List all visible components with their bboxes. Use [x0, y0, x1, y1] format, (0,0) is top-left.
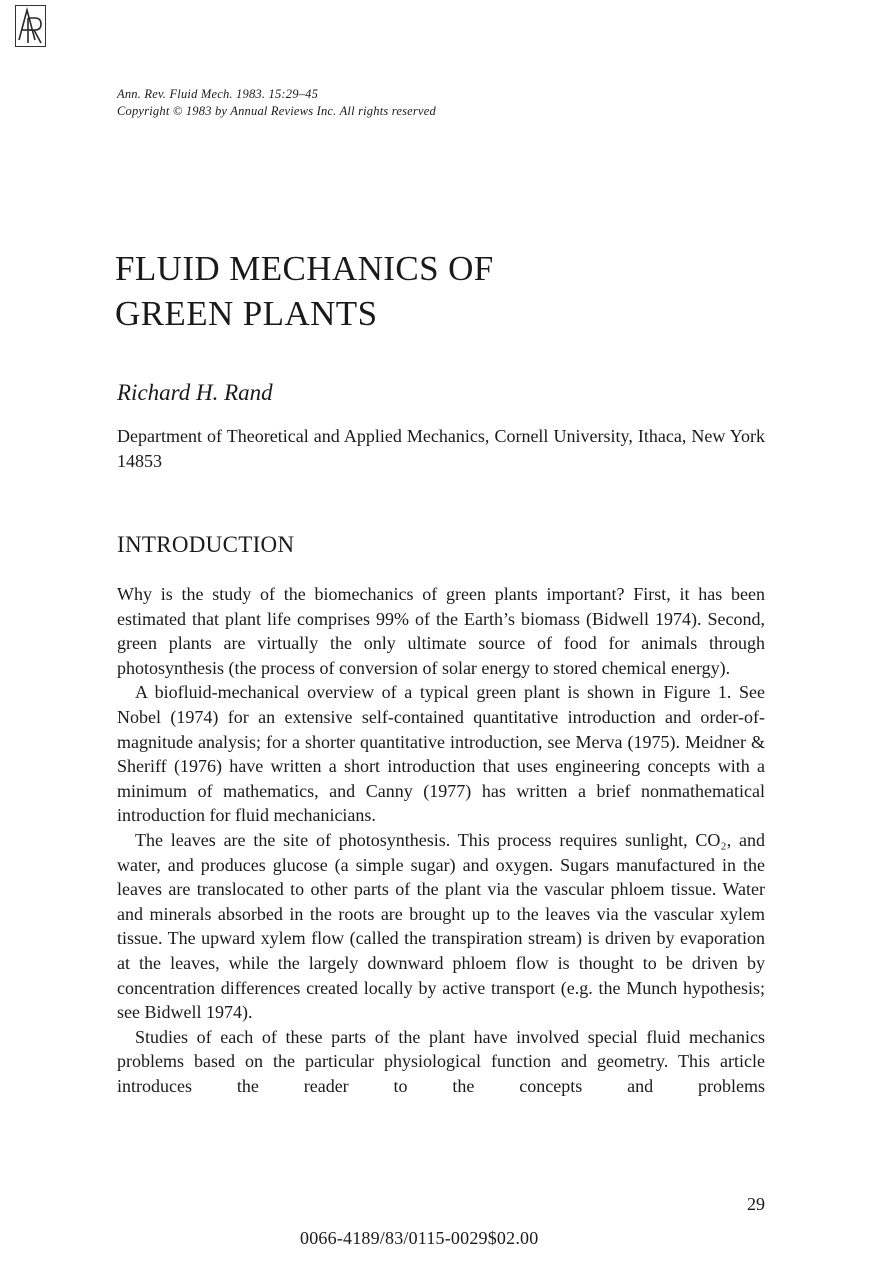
article-title-line-2: GREEN PLANTS [115, 294, 378, 333]
paragraph: A biofluid-mechanical overview of a typical green plant is shown in Figure 1. See Nobel (1974) for an extensive self-contained quantitative introduction and order-of-magnitude analysis; for a shorter quantitative introduction, see Merva (1975). Meidner & Sheriff (1976) have written a short introduction that uses engineering concepts with a minimum of mathematics, and Canny (1977) has written a brief nonmathematical introduction for fluid mechanicians. [117, 682, 765, 826]
journal-citation: Ann. Rev. Fluid Mech. 1983. 15:29–45 [117, 87, 319, 101]
paragraph: Why is the study of the biomechanics of green plants important? First, it has been estimated that plant life comprises 99% of the Earth’s biomass (Bidwell 1974). Second, green plants are virtually the only ultimate source of food for animals through photosynthesis (the process of conversion of solar energy to stored chemical energy). [117, 584, 765, 678]
body-text [117, 582, 765, 1098]
author-affiliation: Department of Theoretical and Applied Mechanics, Cornell University, Ithaca, New York 14853 [117, 426, 765, 471]
journal-header [117, 86, 436, 120]
page-number: 29 [747, 1194, 765, 1214]
annual-reviews-logo-icon [16, 6, 44, 45]
paragraph: The leaves are the site of photosynthesis. This process requires sunlight, CO₂, and water, and produces glucose (a simple sugar) and oxygen. Sugars manufactured in the leaves are translocated to other parts of the plant via the vascular phloem tissue. Water and minerals absorbed in the roots are brought up to the leaves via the vascular xylem tissue. The upward xylem flow (called the transpiration stream) is driven by evaporation at the leaves, while the largely downward phloem flow is thought to be driven by concentration differences created locally by active transport (e.g. the Munch hypothesis; see Bidwell 1974). [117, 829, 765, 1023]
article-title [115, 246, 494, 336]
annual-reviews-logo [15, 5, 46, 47]
article-title-line-1: FLUID MECHANICS OF [115, 249, 494, 288]
author-name: Richard H. Rand [117, 380, 273, 405]
section-heading: INTRODUCTION [117, 532, 295, 557]
copyright-notice: Copyright © 1983 by Annual Reviews Inc. All rights reserved [117, 104, 436, 118]
article-code: 0066-4189/83/0115-0029$02.00 [300, 1228, 539, 1248]
paragraph: Studies of each of these parts of the plant have involved special fluid mechanics problems based on the particular physiological function and geometry. This article introduces the reader to the concepts and problems [117, 1026, 765, 1096]
